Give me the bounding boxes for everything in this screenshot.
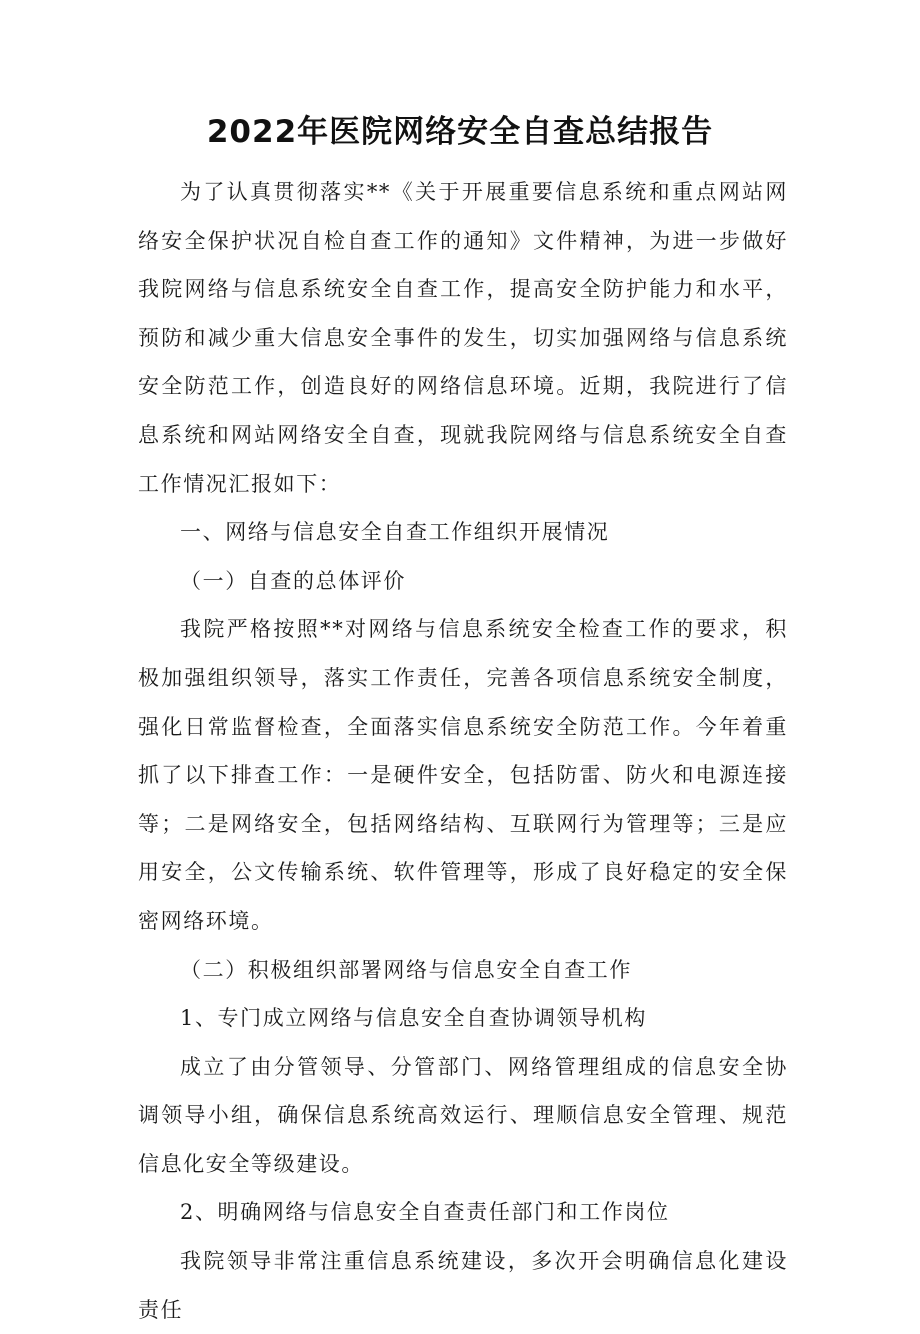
document-title: 2022年医院网络安全自查总结报告	[206, 114, 714, 150]
paragraph-intro: 为了认真贯彻落实**《关于开展重要信息系统和重点网站网络安全保护状况自检自查工作的通知》文件精神，为进一步做好我院网络与信息系统安全自查工作，提高安全防护能力和水平，预防和减少重大信息安全事件的发生，切实加强网络与信息系统安全防范工作，创造良好的网络信息环境。近期，我院进行了信息系统和网站网络安全自查，现就我院网络与信息系统安全自查工作情况汇报如下：	[138, 180, 788, 496]
item-heading-1: 1、专门成立网络与信息安全自查协调领导机构	[180, 1006, 647, 1031]
paragraph-overall-evaluation: 我院严格按照**对网络与信息系统安全检查工作的要求，积极加强组织领导，落实工作责任，完善各项信息系统安全制度，强化日常监督检查，全面落实信息系统安全防范工作。今年着重抓了以下排查工作：一是硬件安全，包括防雷、防火和电源连接等；二是网络安全，包括网络结构、互联网行为管理等；三是应用安全，公文传输系统、软件管理等，形成了良好稳定的安全保密网络环境。	[138, 617, 788, 933]
paragraph-responsibility: 我院领导非常注重信息系统建设，多次开会明确信息化建设责任	[138, 1249, 788, 1322]
subsection-heading-2: （二）积极组织部署网络与信息安全自查工作	[180, 957, 632, 982]
paragraph-leadership-group: 成立了由分管领导、分管部门、网络管理组成的信息安全协调领导小组，确保信息系统高效运行、理顺信息安全管理、规范信息化安全等级建设。	[138, 1054, 788, 1176]
document-body	[138, 168, 788, 1334]
item-heading-2: 2、明确网络与信息安全自查责任部门和工作岗位	[180, 1200, 670, 1225]
section-heading-1: 一、网络与信息安全自查工作组织开展情况	[180, 520, 610, 545]
subsection-heading-1: （一）自查的总体评价	[180, 568, 406, 593]
